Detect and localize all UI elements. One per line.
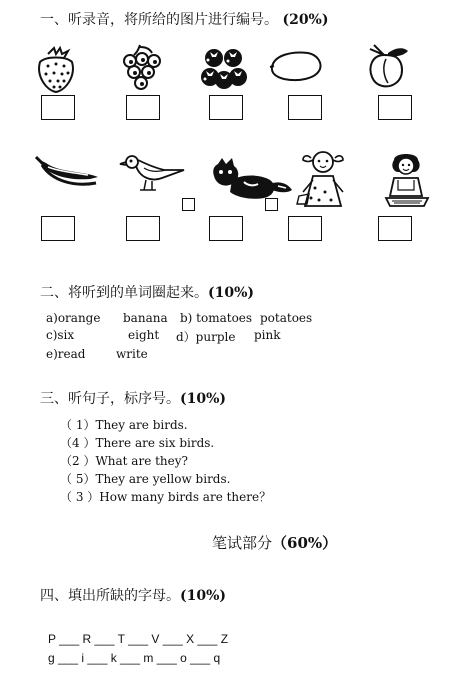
section1-heading — [40, 9, 329, 29]
answer-box-9[interactable] — [288, 216, 322, 241]
bird-picture — [118, 152, 188, 194]
answer-box-6[interactable] — [41, 216, 75, 241]
word-eight[interactable]: eight — [128, 328, 160, 342]
written-part-score: （60%） — [272, 534, 338, 552]
cat-picture — [208, 158, 296, 204]
sentence-number[interactable]: （4 ） — [60, 436, 96, 450]
section2-title: 二、将听到的单词圈起来。 — [40, 285, 208, 301]
grapes-picture — [118, 43, 166, 91]
woman-cooking-picture — [378, 150, 436, 212]
word-banana[interactable]: banana — [123, 311, 168, 325]
word-write[interactable]: write — [116, 347, 148, 361]
answer-box-7[interactable] — [126, 216, 160, 241]
answer-box-5[interactable] — [378, 95, 412, 120]
sentence-item — [60, 416, 188, 433]
sentence-text: They are birds. — [95, 418, 188, 432]
sentence-number[interactable]: （2 ） — [60, 454, 96, 468]
tomatoes-picture — [200, 45, 248, 91]
section3-title: 三、听句子，标序号。 — [40, 391, 180, 407]
word-six[interactable]: c)six — [46, 328, 75, 342]
word-pink[interactable]: pink — [254, 328, 281, 342]
word-read[interactable]: e)read — [46, 347, 86, 361]
answer-box-8[interactable] — [209, 216, 243, 241]
sentence-item — [60, 470, 230, 487]
word-orange[interactable]: a)orange — [46, 311, 101, 325]
written-part-title: 笔试部分 — [212, 534, 273, 552]
sentence-text: They are yellow birds. — [95, 472, 231, 486]
section2-heading — [40, 282, 254, 302]
sentence-number[interactable]: （ 1） — [60, 418, 96, 432]
section1-title: 一、听录音，将所给的图片进行编号。 — [40, 12, 278, 28]
sentence-text: How many birds are there？ — [99, 490, 272, 504]
section4-title: 四、填出所缺的字母。 — [40, 588, 180, 604]
section4-heading — [40, 585, 226, 605]
section4-score: (10%) — [180, 588, 227, 604]
girl-picture — [295, 150, 351, 212]
peach-picture — [362, 43, 412, 91]
small-box-2[interactable] — [265, 198, 278, 211]
bananas-picture — [34, 155, 102, 189]
sentence-item — [60, 434, 214, 451]
small-box-1[interactable] — [182, 198, 195, 211]
lemon-picture — [268, 49, 324, 83]
word-tomatoes[interactable]: b) tomatoes — [180, 311, 253, 325]
sentence-item — [60, 452, 188, 469]
sentence-number[interactable]: （ 3 ） — [60, 490, 100, 504]
section1-score: (20%) — [282, 12, 329, 28]
word-purple[interactable]: d）purple — [176, 330, 236, 344]
word-potatoes[interactable]: potatoes — [260, 311, 313, 325]
answer-box-2[interactable] — [126, 95, 160, 120]
section3-heading — [40, 388, 226, 408]
letter-row-upper[interactable]: P ___ R ___ T ___ V ___ X ___ Z — [48, 632, 229, 646]
answer-box-4[interactable] — [288, 95, 322, 120]
sentence-text: What are they? — [95, 454, 188, 468]
answer-box-1[interactable] — [41, 95, 75, 120]
sentence-text: There are six birds. — [95, 436, 215, 450]
section3-score: (10%) — [180, 391, 227, 407]
answer-box-3[interactable] — [209, 95, 243, 120]
sentence-number[interactable]: （ 5） — [60, 472, 96, 486]
strawberry-picture — [34, 46, 78, 94]
written-part-heading — [212, 532, 337, 553]
sentence-item — [60, 488, 271, 505]
section2-score: (10%) — [208, 285, 255, 301]
answer-box-10[interactable] — [378, 216, 412, 241]
letter-row-lower[interactable]: g ___ i ___ k ___ m ___ o ___ q — [48, 651, 221, 665]
